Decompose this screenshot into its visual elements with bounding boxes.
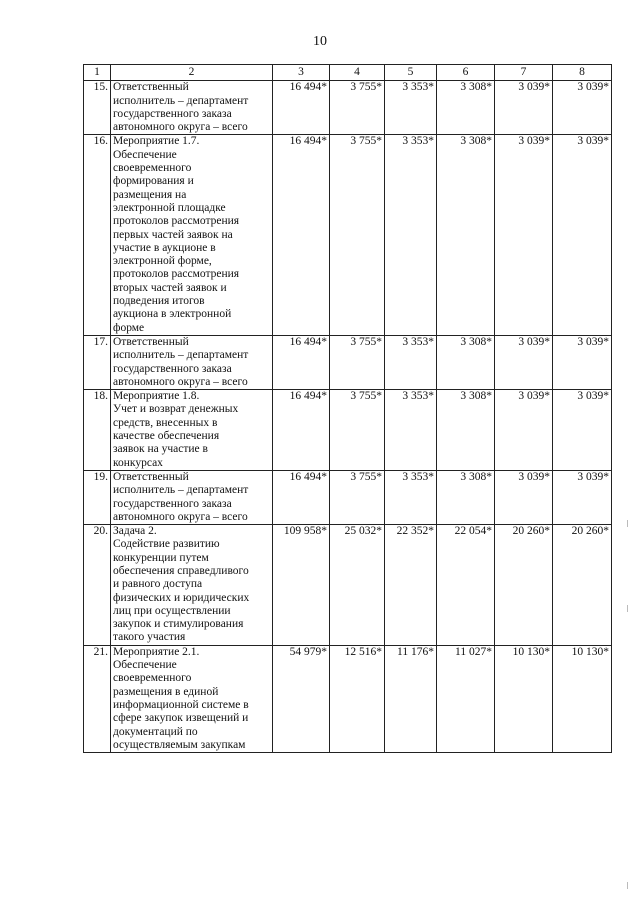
description-line: автономного округа – всего <box>113 510 248 523</box>
row-description <box>111 135 273 335</box>
row-description <box>111 81 273 135</box>
description-line: Мероприятие 1.7. <box>113 135 200 148</box>
row-value: 16 494* <box>273 81 330 135</box>
description-line: Содействие развитию <box>113 538 220 551</box>
column-number-row <box>84 65 612 81</box>
row-value: 11 176* <box>385 645 437 752</box>
description-line: информационной системе в <box>113 698 249 711</box>
description-line: формирования и <box>113 175 194 188</box>
description-line: автономного округа – всего <box>113 121 248 134</box>
column-header: 7 <box>495 65 553 81</box>
description-line: Ответственный <box>113 335 189 348</box>
scan-mark <box>627 605 628 612</box>
description-line: исполнитель – департамент <box>113 484 249 497</box>
row-value: 16 494* <box>273 390 330 471</box>
row-value: 3 308* <box>437 81 495 135</box>
row-value: 3 039* <box>495 335 553 389</box>
row-value: 20 260* <box>553 525 612 646</box>
row-value: 11 027* <box>437 645 495 752</box>
description-line: своевременного <box>113 162 192 175</box>
table-row <box>84 135 612 335</box>
row-value: 3 308* <box>437 470 495 524</box>
row-number: 21. <box>84 645 111 752</box>
table-row <box>84 390 612 471</box>
description-line: средств, внесенных в <box>113 416 218 429</box>
table-row <box>84 525 612 646</box>
column-header: 2 <box>111 65 273 81</box>
description-line: государственного заказа <box>113 497 232 510</box>
row-value: 3 353* <box>385 135 437 335</box>
description-line: обеспечения справедливого <box>113 564 249 577</box>
description-line: электронной форме, <box>113 255 212 268</box>
column-header: 3 <box>273 65 330 81</box>
description-line: сфере закупок извещений и <box>113 712 249 725</box>
description-line: государственного заказа <box>113 107 232 120</box>
row-description <box>111 470 273 524</box>
table-row <box>84 470 612 524</box>
column-header: 4 <box>330 65 385 81</box>
description-line: исполнитель – департамент <box>113 349 249 362</box>
description-line: размещения на <box>113 188 187 201</box>
row-value: 20 260* <box>495 525 553 646</box>
row-value: 3 308* <box>437 335 495 389</box>
description-line: вторых частей заявок и <box>113 281 227 294</box>
row-description <box>111 390 273 471</box>
row-description <box>111 645 273 752</box>
description-line: Обеспечение <box>113 148 177 161</box>
scan-mark <box>627 882 628 889</box>
description-line: осуществляемым закупкам <box>113 738 246 751</box>
description-line: исполнитель – департамент <box>113 94 249 107</box>
description-line: качестве обеспечения <box>113 430 220 443</box>
description-line: конкуренции путем <box>113 551 209 564</box>
row-value: 22 054* <box>437 525 495 646</box>
row-value: 3 039* <box>553 335 612 389</box>
column-header: 8 <box>553 65 612 81</box>
row-value: 16 494* <box>273 335 330 389</box>
description-line: документаций по <box>113 725 198 738</box>
description-line: лиц при осуществлении <box>113 604 231 617</box>
description-line: протоколов рассмотрения <box>113 268 240 281</box>
row-value: 3 039* <box>553 135 612 335</box>
description-line: Задача 2. <box>113 525 157 538</box>
row-value: 3 039* <box>553 390 612 471</box>
scan-mark <box>627 520 628 527</box>
row-value: 54 979* <box>273 645 330 752</box>
row-value: 3 755* <box>330 470 385 524</box>
row-value: 3 755* <box>330 81 385 135</box>
row-number: 17. <box>84 335 111 389</box>
table-row <box>84 645 612 752</box>
row-value: 3 039* <box>495 135 553 335</box>
row-description <box>111 335 273 389</box>
row-value: 25 032* <box>330 525 385 646</box>
description-line: Ответственный <box>113 81 189 94</box>
description-line: электронной площадке <box>113 201 226 214</box>
row-number: 20. <box>84 525 111 646</box>
row-value: 10 130* <box>495 645 553 752</box>
row-value: 3 039* <box>495 390 553 471</box>
row-value: 3 353* <box>385 335 437 389</box>
row-value: 3 353* <box>385 390 437 471</box>
row-value: 3 755* <box>330 390 385 471</box>
table-row <box>84 81 612 135</box>
column-header: 5 <box>385 65 437 81</box>
description-line: размещения в единой <box>113 685 219 698</box>
description-line: государственного заказа <box>113 362 232 375</box>
column-header: 6 <box>437 65 495 81</box>
row-value: 16 494* <box>273 470 330 524</box>
row-number: 16. <box>84 135 111 335</box>
description-line: участие в аукционе в <box>113 241 216 254</box>
description-line: заявок на участие в <box>113 443 208 456</box>
row-value: 3 039* <box>495 470 553 524</box>
description-line: первых частей заявок на <box>113 228 233 241</box>
description-line: и равного доступа <box>113 578 203 591</box>
row-value: 3 755* <box>330 135 385 335</box>
description-line: Мероприятие 2.1. <box>113 645 200 658</box>
description-line: подведения итогов <box>113 295 205 308</box>
row-value: 12 516* <box>330 645 385 752</box>
row-number: 15. <box>84 81 111 135</box>
description-line: Учет и возврат денежных <box>113 403 239 416</box>
page-number: 10 <box>313 34 327 49</box>
description-line: закупок и стимулирования <box>113 618 244 631</box>
description-line: форме <box>113 321 145 334</box>
description-line: протоколов рассмотрения <box>113 215 240 228</box>
row-value: 3 308* <box>437 135 495 335</box>
table-body <box>84 81 612 753</box>
row-number: 19. <box>84 470 111 524</box>
row-number: 18. <box>84 390 111 471</box>
row-value: 3 353* <box>385 81 437 135</box>
row-value: 3 755* <box>330 335 385 389</box>
description-line: конкурсах <box>113 456 163 469</box>
description-line: Ответственный <box>113 470 189 483</box>
row-value: 3 039* <box>495 81 553 135</box>
row-value: 10 130* <box>553 645 612 752</box>
row-description <box>111 525 273 646</box>
row-value: 3 353* <box>385 470 437 524</box>
row-value: 109 958* <box>273 525 330 646</box>
row-value: 3 308* <box>437 390 495 471</box>
description-line: аукциона в электронной <box>113 308 232 321</box>
description-line: автономного округа – всего <box>113 375 248 388</box>
description-line: физических и юридических <box>113 591 250 604</box>
column-header: 1 <box>84 65 111 81</box>
row-value: 3 039* <box>553 470 612 524</box>
description-line: Мероприятие 1.8. <box>113 390 200 403</box>
description-line: своевременного <box>113 672 192 685</box>
row-value: 3 039* <box>553 81 612 135</box>
table-row <box>84 335 612 389</box>
description-line: такого участия <box>113 631 186 644</box>
row-value: 22 352* <box>385 525 437 646</box>
description-line: Обеспечение <box>113 659 177 672</box>
budget-table <box>83 64 612 753</box>
row-value: 16 494* <box>273 135 330 335</box>
